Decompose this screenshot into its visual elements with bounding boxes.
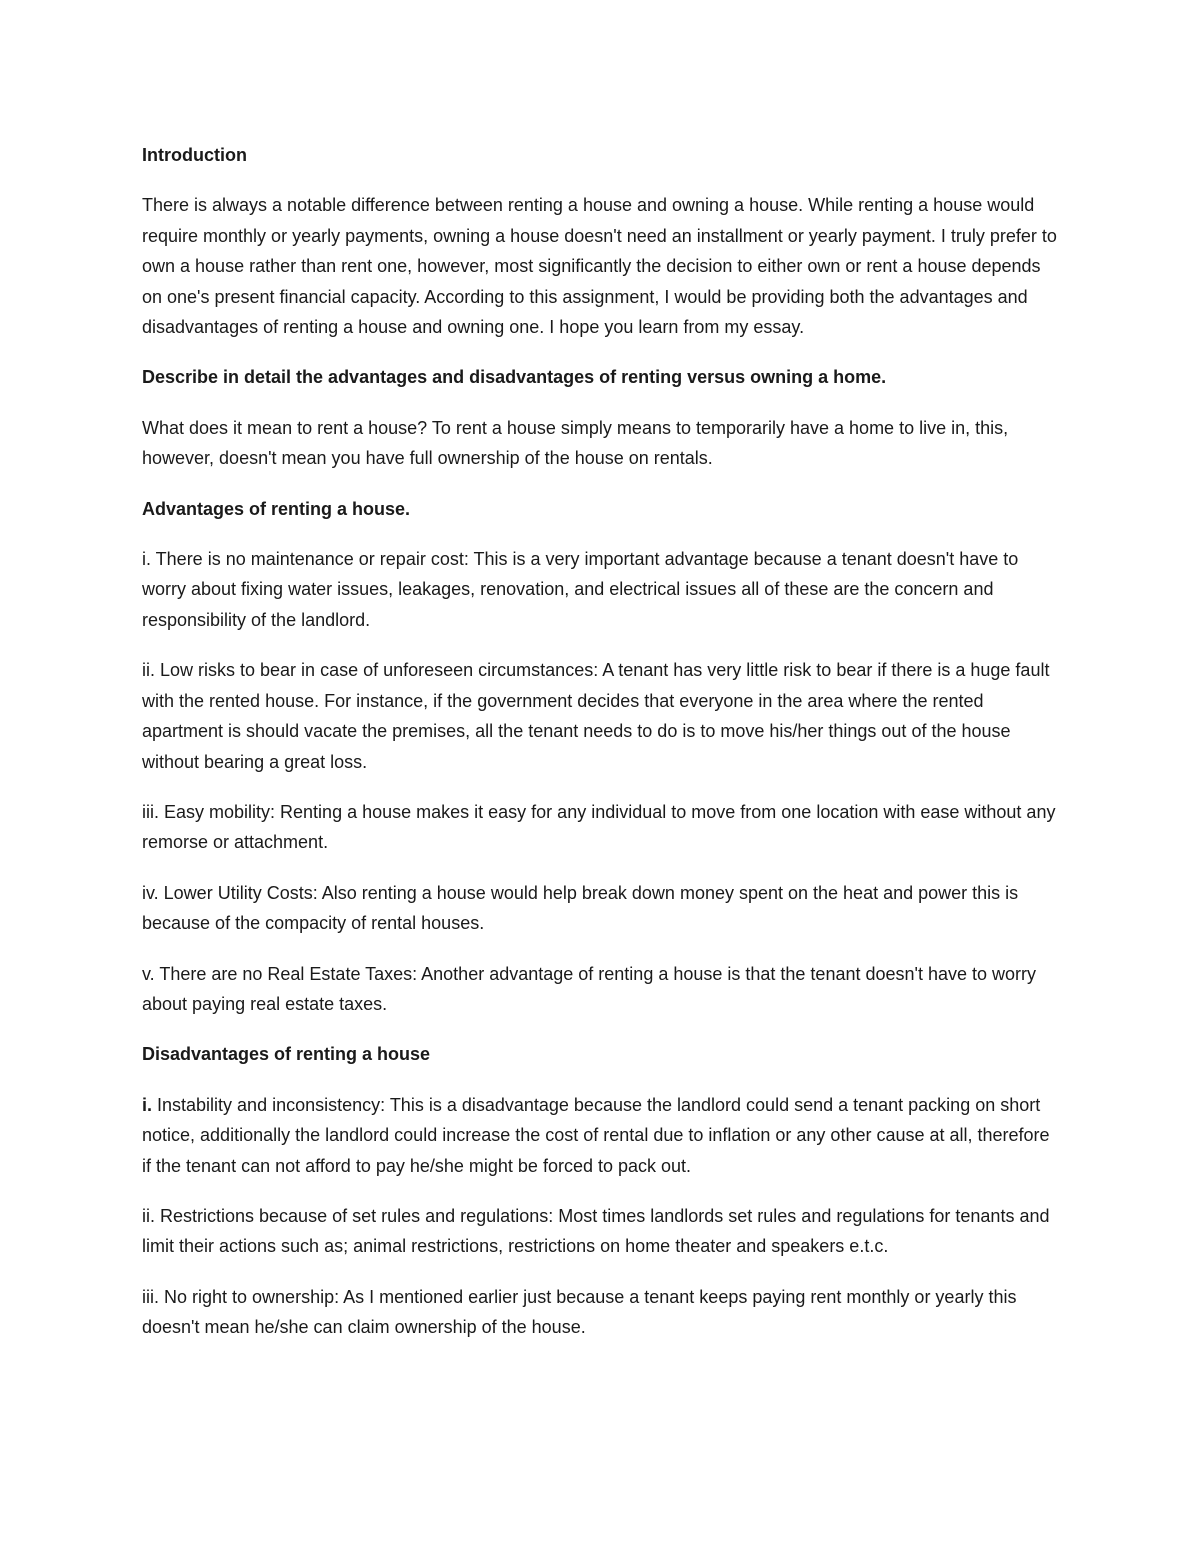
disadvantage-marker: ii. <box>142 1205 155 1226</box>
advantage-item: i. There is no maintenance or repair cost: This is a very important advantage because a tenant doesn't have to worry about fixing water issues, leakages, renovation, and electrical issues all of these are the concern and responsibility of the landlord. <box>142 549 1019 630</box>
disadvantage-marker: iii. <box>142 1286 159 1307</box>
advantage-item: iv. Lower Utility Costs: Also renting a house would help break down money spent on the heat and power this is because of the compacity of rental houses. <box>142 882 1019 934</box>
document-body <box>142 140 1060 1363</box>
disadvantage-item <box>142 1090 1060 1181</box>
rent-definition-paragraph: What does it mean to rent a house? To rent a house simply means to temporarily have a home to live in, this, however, doesn't mean you have full ownership of the house on rentals. <box>142 417 1009 469</box>
intro-paragraph: There is always a notable difference between renting a house and owning a house. While renting a house would require monthly or yearly payments, owning a house doesn't need an installment or yearly payment. I truly prefer to own a house rather than rent one, however, most significantly the decision to either own or rent a house depends on one's present financial capacity. According to this assignment, I would be providing both the advantages and disadvantages of renting a house and owning one. I hope you learn from my essay. <box>142 195 1057 338</box>
advantage-item: v. There are no Real Estate Taxes: Another advantage of renting a house is that the tenant doesn't have to worry about paying real estate taxes. <box>142 963 1037 1014</box>
intro-heading: Introduction <box>142 145 247 165</box>
disadvantage-item <box>142 1201 1060 1262</box>
disadvantage-text: Restrictions because of set rules and regulations: Most times landlords set rules and regulations for tenants and limit their actions such as; animal restrictions, restrictions on home theater and speakers e.t.c. <box>142 1205 1050 1257</box>
advantage-item: ii. Low risks to bear in case of unforeseen circumstances: A tenant has very little risk to bear if there is a huge fault with the rented house. For instance, if the government decides that everyone in the area where the rented apartment is should vacate the premises, all the tenant needs to do is to move his/her things out of the house without bearing a great loss. <box>142 660 1050 772</box>
advantages-heading: Advantages of renting a house. <box>142 498 411 519</box>
advantage-item: iii. Easy mobility: Renting a house makes it easy for any individual to move from one location with ease without any remorse or attachment. <box>142 801 1056 853</box>
disadvantages-heading: Disadvantages of renting a house <box>142 1044 431 1065</box>
disadvantage-text: No right to ownership: As I mentioned earlier just because a tenant keeps paying rent monthly or yearly this doesn't mean he/she can claim ownership of the house. <box>142 1286 1017 1338</box>
question-heading: Describe in detail the advantages and disadvantages of renting versus owning a home. <box>142 367 887 388</box>
disadvantage-marker: i. <box>142 1094 153 1115</box>
disadvantage-text: Instability and inconsistency: This is a disadvantage because the landlord could send a tenant packing on short notice, additionally the landlord could increase the cost of rental due to inflation or any other cause at all, therefore if the tenant can not afford to pay he/she might be forced to pack out. <box>142 1094 1050 1176</box>
disadvantage-item <box>142 1282 1060 1343</box>
